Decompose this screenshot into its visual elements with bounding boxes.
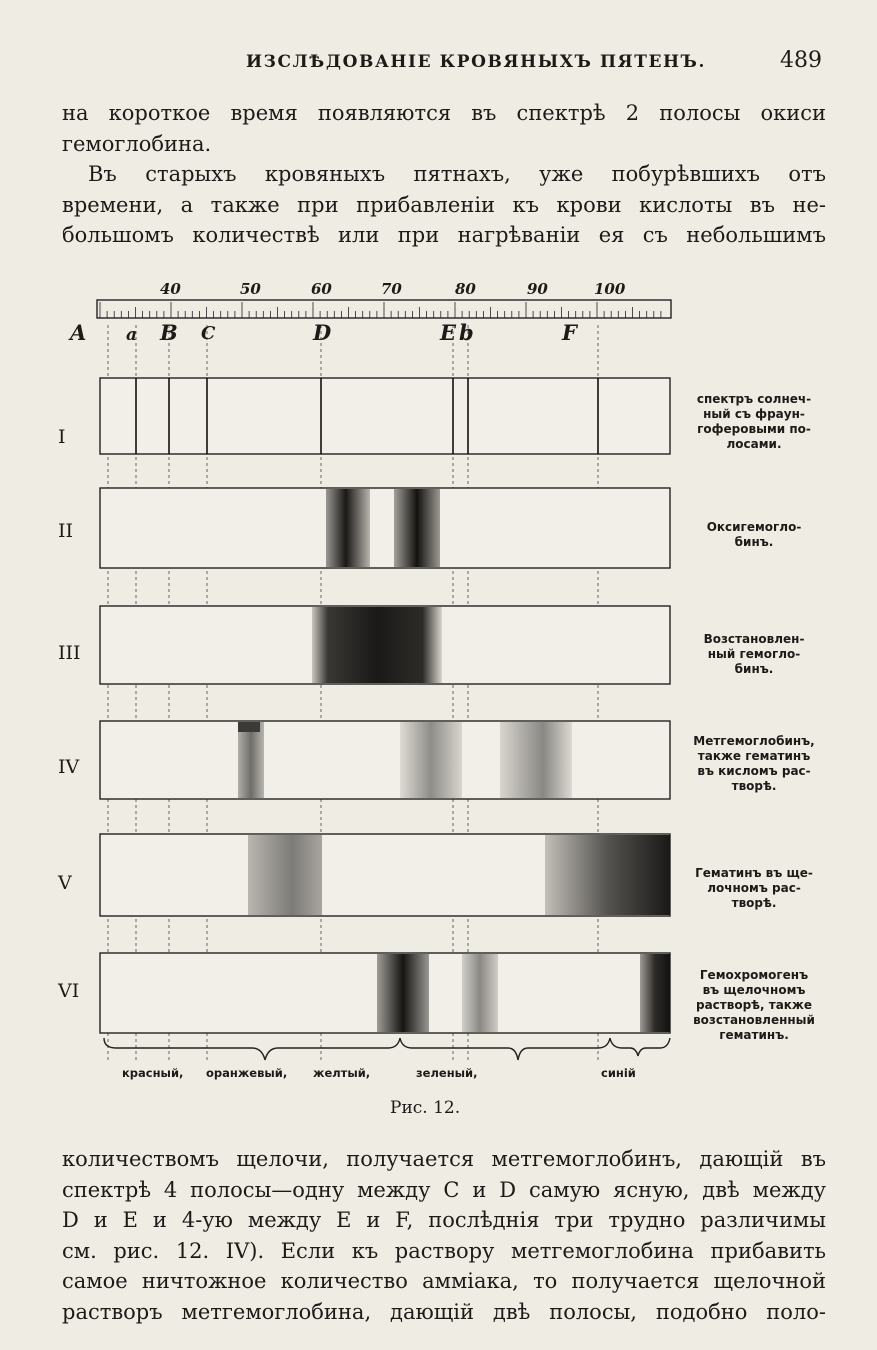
text-line: времени, а также при прибавленіи къ крови кислоты въ не- (62, 192, 826, 217)
scale-number: 40 (160, 280, 181, 298)
line-letter: F (562, 320, 577, 345)
text-line: гемоглобина. (62, 131, 212, 156)
spectrum-label (674, 392, 834, 452)
page-header (0, 48, 877, 78)
line-letter: B (160, 320, 178, 345)
spectrum-numeral: II (58, 520, 74, 542)
label-line: лочномъ рас- (707, 881, 801, 895)
text-line: самое ничтожное количество амміака, то получается щелочной (62, 1269, 826, 1293)
spectrum-II (100, 488, 670, 568)
spectrum-numeral: V (58, 872, 72, 894)
spectrum-VI (100, 953, 670, 1033)
figure-caption: Рис. 12. (390, 1098, 461, 1118)
scale-number: 100 (594, 280, 626, 298)
label-line: спектръ солнеч- (696, 392, 812, 406)
spectrum-label (674, 866, 834, 911)
scale-number: 80 (455, 280, 476, 298)
color-braces (104, 1038, 670, 1060)
text-line: Въ старыхъ кровяныхъ пятнахъ, уже побурѣвшихъ отъ (88, 162, 826, 186)
label-line: лосами. (726, 437, 782, 451)
color-word: желтый, (313, 1066, 371, 1080)
label-line: ный съ фраун- (703, 407, 805, 421)
color-word: красный, (122, 1066, 184, 1080)
text-line: на короткое время появляются въ спектрѣ 2 полосы окиси (62, 101, 826, 125)
spectrum-IV (100, 721, 670, 799)
scale-number: 50 (240, 280, 261, 298)
label-line: въ щелочномъ (702, 983, 806, 997)
color-word: синій (601, 1066, 636, 1080)
label-line: въ кисломъ рас- (697, 764, 811, 778)
bottom-paragraphs (62, 1144, 826, 1327)
scale-number: 60 (311, 280, 332, 298)
top-paragraphs (62, 98, 826, 251)
label-line: ный гемогло- (707, 647, 801, 661)
spectrum-label (674, 520, 834, 550)
spectrum-numeral: VI (58, 980, 80, 1002)
label-line: творѣ. (731, 896, 777, 910)
label-line: бинъ. (734, 535, 774, 549)
text-line: количествомъ щелочи, получается метгемоглобинъ, дающій въ (62, 1147, 826, 1171)
spectrum-label (674, 632, 834, 677)
color-word: оранжевый, (206, 1066, 288, 1080)
label-line: также гематинъ (697, 749, 811, 763)
spectrum-label (674, 734, 834, 794)
line-letter: a (126, 325, 138, 345)
line-letter: C (201, 323, 216, 344)
label-line: Гемохромогенъ (699, 968, 809, 982)
spectrum-label (674, 968, 834, 1043)
line-letter: b (459, 320, 474, 345)
wavelength-scale (97, 300, 671, 318)
spectrum-I (100, 378, 670, 454)
label-line: Оксигемогло- (706, 520, 802, 534)
line-letter: A (70, 320, 87, 345)
running-title: ИЗСЛѢДОВАНІЕ КРОВЯНЫХЪ ПЯТЕНЪ. (246, 52, 707, 72)
label-line: возстановленный (693, 1013, 815, 1027)
label-line: Гематинъ въ ще- (695, 866, 813, 880)
text-line: большомъ количествѣ или при нагрѣваніи ея съ небольшимъ (62, 223, 826, 247)
label-line: бинъ. (734, 662, 774, 676)
label-line: творѣ. (731, 779, 777, 793)
spectrum-V (100, 834, 670, 916)
text-line: см. рис. 12. IV). Если къ раствору метгемоглобина прибавить (62, 1238, 826, 1263)
spectrum-numeral: IV (58, 756, 80, 778)
line-letter: E (440, 320, 457, 345)
text-line: D и E и 4-ую между E и F, послѣднія три трудно различимы (62, 1208, 826, 1232)
text-line: спектрѣ 4 полосы—одну между C и D самую ясную, двѣ между (62, 1177, 826, 1202)
label-line: Возстановлен- (703, 632, 805, 646)
spectrum-numeral: I (58, 426, 66, 448)
text-line: растворъ метгемоглобина, дающій двѣ полосы, подобно поло- (62, 1299, 826, 1324)
color-word: зеленый, (416, 1066, 478, 1080)
spectra-figure (0, 270, 877, 1090)
scale-number: 90 (527, 280, 548, 298)
label-line: растворѣ, также (695, 998, 813, 1012)
spectrum-III (100, 606, 670, 684)
line-letter: D (313, 320, 332, 345)
label-line: гоферовыми по- (697, 422, 811, 436)
scale-number: 70 (381, 280, 402, 298)
spectrum-numeral: III (58, 642, 81, 664)
label-line: Метгемоглобинъ, (693, 734, 815, 748)
page-number: 489 (780, 48, 822, 73)
label-line: гематинъ. (719, 1028, 789, 1042)
